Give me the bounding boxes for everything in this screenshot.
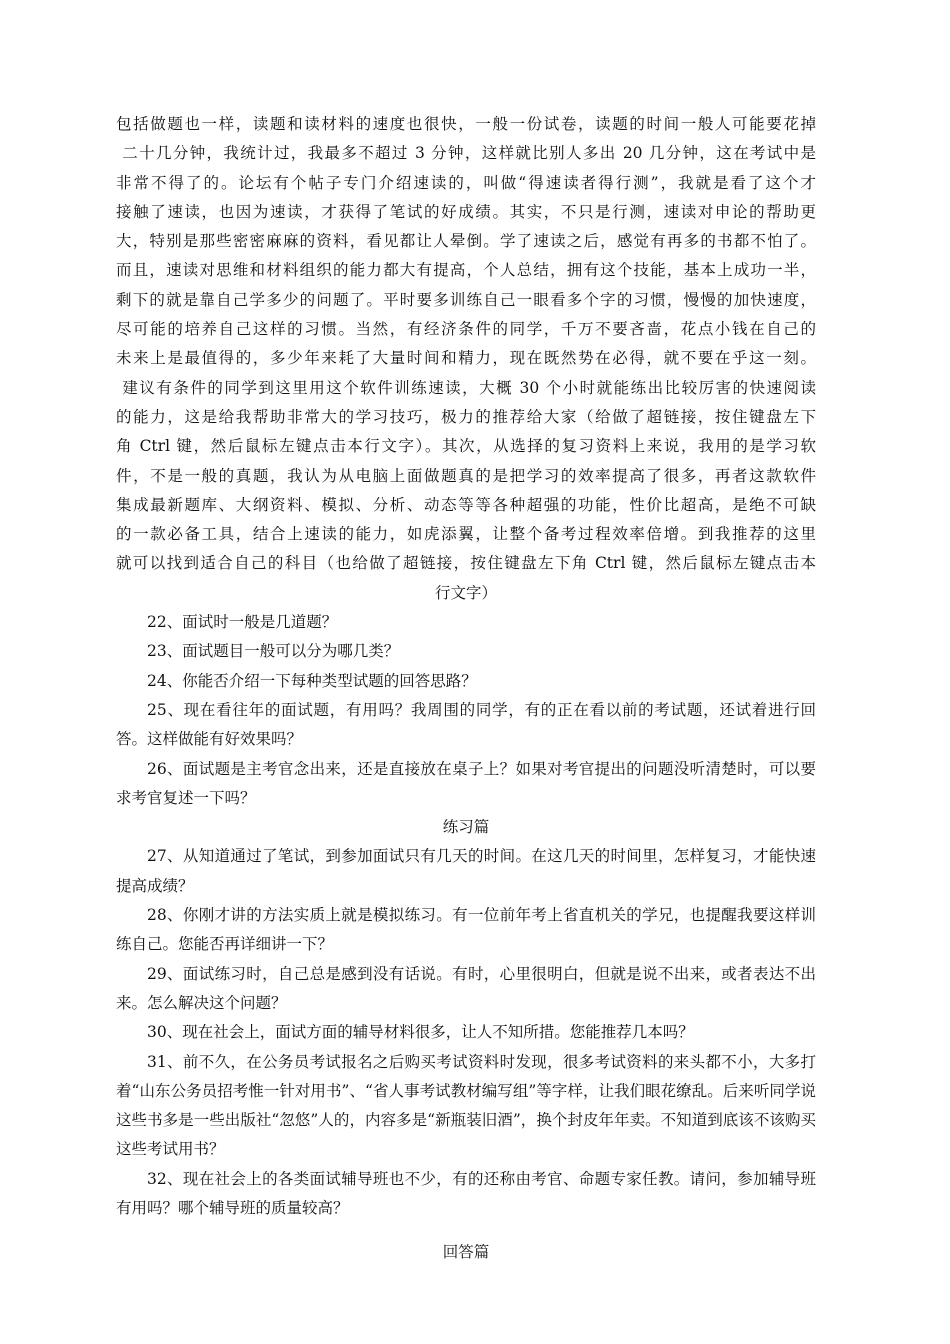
intro-line: 二十几分钟，我统计过，我最多不超过 3 分钟，这样就比别人多出 20 几分钟，这在考试中是: [116, 144, 816, 163]
section-heading-practice: 练习篇: [442, 818, 490, 837]
question-item: 23、面试题目一般可以分为哪几类？: [147, 642, 400, 661]
intro-line: 件，不是一般的真题，我认为从电脑上面做题真的是把学习的效率提高了很多，再者这款软件: [116, 466, 816, 485]
question-list-practice: [116, 842, 816, 1223]
question-list-interview: [116, 608, 816, 813]
intro-line: 集成最新题库、大纲资料、模拟、分析、动态等等各种超强的功能，性价比超高，是绝不可缺: [116, 495, 816, 514]
question-item: 29、面试练习时，自己总是感到没有话说。有时，心里很明白，但就是说不出来，或者表达不出来。怎么解决这个问题？: [116, 964, 816, 1012]
question-item: 30、现在社会上，面试方面的辅导材料很多，让人不知所措。您能推荐几本吗？: [147, 1023, 694, 1042]
intro-line: 就可以找到适合自己的科目（也给做了超链接，按住键盘左下角 Ctrl 键，然后鼠标左键点击本: [116, 554, 816, 573]
question-item: 26、面试题是主考官念出来，还是直接放在桌子上？如果对考官提出的问题没听清楚时，可以要求考官复述一下吗？: [116, 759, 816, 807]
intro-line: 接触了速读，也因为速读，才获得了笔试的好成绩。其实，不只是行测，速读对申论的帮助更: [116, 202, 816, 221]
intro-line: 尽可能的培养自己这样的习惯。当然，有经济条件的同学，千万不要吝啬，花点小钱在自己的: [116, 320, 816, 339]
intro-line: 行文字）: [434, 583, 497, 602]
intro-line: 的能力，这是给我帮助非常大的学习技巧，极力的推荐给大家（给做了超链接，按住键盘左下: [116, 407, 816, 426]
intro-line: 非常不得了的。论坛有个帖子专门介绍速读的，叫做“得速读者得行测”，我就是看了这个才: [116, 173, 816, 192]
section-heading-answer: 回答篇: [442, 1243, 490, 1262]
question-item: 24、你能否介绍一下每种类型试题的回答思路？: [147, 671, 477, 690]
question-item: 25、现在看往年的面试题，有用吗？我周围的同学，有的正在看以前的考试题，还试着进行回答。这样做能有好效果吗？: [116, 700, 816, 749]
intro-line: 的一款必备工具，结合上速读的能力，如虎添翼，让整个备考过程效率倍增。到我推荐的这里: [116, 525, 816, 544]
question-item: 28、你刚才讲的方法实质上就是模拟练习。有一位前年考上省直机关的学兄，也提醒我要这样训练自己。您能否再详细讲一下？: [116, 906, 816, 954]
intro-line: 包括做题也一样，读题和读材料的速度也很快，一般一份试卷，读题的时间一般人可能要花掉: [116, 115, 816, 133]
intro-line: 未来上是最值得的，多少年来耗了大量时间和精力，现在既然势在必得，就不要在乎这一刻。: [116, 349, 816, 368]
intro-line: 角 Ctrl 键，然后鼠标左键点击本行文字）。其次，从选择的复习资料上来说，我用的是学习软: [116, 437, 816, 456]
question-item: 22、面试时一般是几道题？: [147, 613, 338, 632]
intro-line: 大，特别是那些密密麻麻的资料，看见都让人晕倒。学了速读之后，感觉有再多的书都不怕了。: [116, 232, 816, 251]
document-page: [116, 110, 816, 1268]
intro-line: 建议有条件的同学到这里用这个软件训练速读，大概 30 个小时就能练出比较厉害的快速阅读: [116, 378, 816, 397]
question-item: 32、现在社会上的各类面试辅导班也不少，有的还称由考官、命题专家任教。请问，参加辅导班有用吗？哪个辅导班的质量较高？: [116, 1169, 816, 1217]
question-item: 31、前不久，在公务员考试报名之后购买考试资料时发现，很多考试资料的来头都不小，大多打着“山东公务员招考惟一针对用书”、“省人事考试教材编写组”等字样，让我们眼花缭乱。后来听同学说这些书多是一些出版社“忽悠”人的，内容多是“新瓶装旧酒”，换个封皮年年卖。不知道到底该不该购买这些考试用书？: [116, 1052, 816, 1159]
intro-line: 剩下的就是靠自己学多少的问题了。平时要多训练自己一眼看多个字的习惯，慢慢的加快速度，: [116, 290, 816, 309]
question-item: 27、从知道通过了笔试，到参加面试只有几天的时间。在这几天的时间里，怎样复习，才能快速提高成绩？: [116, 847, 816, 895]
intro-paragraph: [116, 110, 816, 608]
intro-line: 而且，速读对思维和材料组织的能力都大有提高，个人总结，拥有这个技能，基本上成功一半，: [116, 261, 816, 280]
